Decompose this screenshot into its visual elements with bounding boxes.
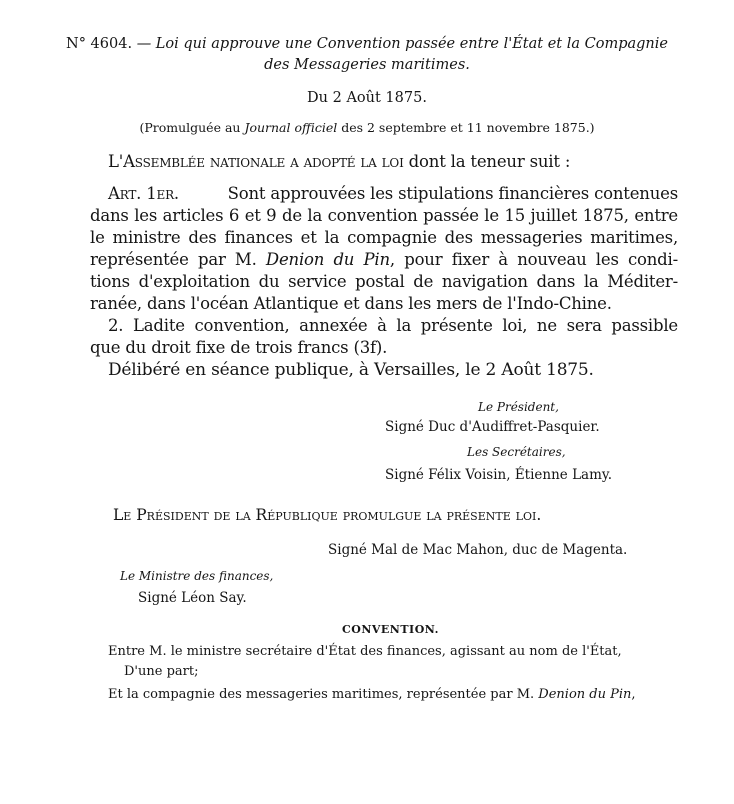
article-1-line-4: représentée par M. Denion du Pin, pour fixer à nouveau les condi- [90,250,678,269]
intro-line: L'Assemblée nationale a adopté la loi dont la teneur suit : [108,152,571,171]
denion-du-pin-2: Denion du Pin [538,687,632,702]
minister-title: Le Ministre des finances, [120,569,274,583]
article-1-line-1: Art. 1er. Sont approuvées les stipulations financières contenues [108,184,678,203]
minister-signature: Signé Léon Say. [138,590,247,606]
article-1-line-2: dans les articles 6 et 9 de la convention passée le 15 juillet 1875, entre [90,206,678,225]
president-signature: Signé Duc d'Audiffret-Pasquier. [385,419,600,435]
convention-heading: CONVENTION. [342,623,439,636]
law-title-line-2: des Messageries maritimes. [264,57,470,73]
law-date: Du 2 Août 1875. [307,90,427,106]
article-1-line-6: ranée, dans l'océan Atlantique et dans les mers de l'Indo-Chine. [90,294,612,313]
article-1-line-3: le ministre des finances et la compagnie des messageries maritimes, [90,228,678,247]
journal-officiel: Journal officiel [244,120,338,135]
law-title-line-1 [0,36,734,52]
promulgation-note: (Promulguée au Journal officiel des 2 septembre et 11 novembre 1875.) [139,120,595,135]
law-title: — Loi qui approuve une Convention passée entre l'État et la Compagnie [136,36,668,52]
secretaries-signature: Signé Félix Voisin, Étienne Lamy. [385,467,613,483]
convention-line-3: Et la compagnie des messageries maritimes, représentée par M. Denion du Pin, [108,687,636,702]
president-title: Le Président, [478,400,559,414]
assemblee-nationale: L'Assemblée nationale a adopté la loi [108,152,404,171]
promulgation-statement: Le Président de la République promulgue la présente loi. [113,506,542,524]
denion-du-pin: Denion du Pin [265,250,390,269]
article-1-line-5: tions d'exploitation du service postal de navigation dans la Méditer- [90,272,678,291]
deliberation: Délibéré en séance publique, à Versailles, le 2 Août 1875. [108,360,594,380]
convention-line-2: D'une part; [124,664,199,679]
secretaries-title: Les Secrétaires, [467,445,566,459]
republic-president-signature: Signé Mal de Mac Mahon, duc de Magenta. [328,542,628,558]
article-1-label: Art. 1er. [108,184,179,203]
article-2-line-1: 2. Ladite convention, annexée à la présente loi, ne sera passible [108,316,678,335]
law-number: N° 4604. [66,36,133,52]
convention-line-1: Entre M. le ministre secrétaire d'État des finances, agissant au nom de l'État, [108,644,622,659]
article-2-line-2: que du droit fixe de trois francs (3f). [90,338,388,357]
